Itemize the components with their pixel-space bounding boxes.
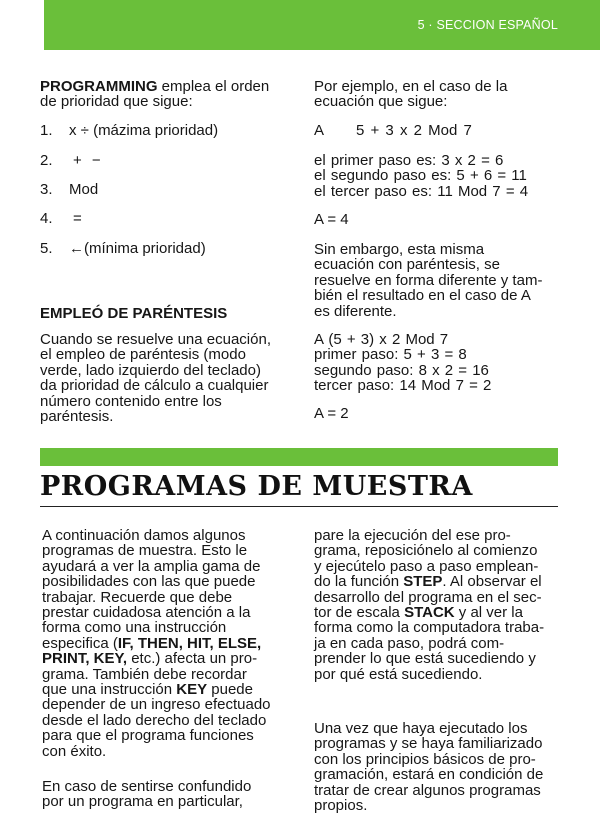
paren-steps: A (5 + 3) x 2 Mod 7 primer paso: 5 + 3 = 8 segundo paso: 8 x 2 = 16 tercer paso: 14 Mod 7 = 2 [314,331,492,395]
text-run: programas y se haya familiarizado [314,735,543,753]
priority-item-text: x ÷ (mázima prioridad) [69,122,219,139]
text-run: por qué está sucediendo. [314,665,483,683]
section-title: PROGRAMAS DE MUESTRA [40,471,473,502]
text-line [314,736,564,751]
text-run: ja en cada paso, podrá com- [314,634,505,652]
text-line [42,651,292,666]
text-line [314,605,564,620]
text-run: programas de muestra. Esto le [42,542,248,560]
section-rule [40,506,558,507]
text-run: que una instrucción [42,681,177,699]
text-line [314,620,564,635]
text-line [42,605,292,620]
text-line [42,713,292,728]
text-line [42,728,292,743]
text-run: En caso de sentirse confundido [42,778,252,795]
priority-item: 5. [40,240,53,257]
text-line [314,752,564,767]
text-run: desarrollo del programa en el sec- [314,588,542,606]
text-run: . Al observar el [442,573,542,591]
text-line [314,798,564,813]
text-line [314,528,564,543]
conclusion-paragraph [314,721,564,813]
programming-keyword: PROGRAMMING [40,78,158,95]
example-steps: el primer paso es: 3 x 2 = 6 el segundo paso es: 5 + 6 = 11 el tercer paso es: 11 Mod 7 = 4 [314,152,529,200]
text-line [314,767,564,782]
priority-item-text: = [73,210,82,227]
example-intro: Por ejemplo, en el caso de la ecuación que sigue: [314,78,508,111]
text-line [42,744,292,759]
text-line [314,543,564,558]
parentheses-paragraph: Cuando se resuelve una ecuación, el empleo de paréntesis (modo verde, lado izquierdo del teclado) da prioridad de cálculo a cualquier número contenido entre los paréntesis. [40,331,271,426]
section-bar [40,448,558,466]
text-run: Una vez que haya ejecutado los [314,720,528,737]
text-run: desde el lado derecho del teclado [42,711,267,729]
section-label: 5 · SECCION ESPAÑOL [417,18,558,32]
text-run: puede [207,681,253,699]
keyword: KEY [176,681,208,699]
equation: 5 + 3 x 2 Mod 7 [356,122,472,139]
text-line [314,783,564,798]
text-run: con los principios básicos de pro- [314,750,536,768]
text-line [42,794,292,809]
text-run: prender lo que está sucediendo y [314,650,536,668]
keyword: PRINT, KEY, [42,650,128,668]
text-line [314,721,564,736]
text-run: posibilidades con las que puede [42,573,256,591]
priority-item: 3. [40,181,53,198]
text-run: para que el programa funciones [42,727,254,745]
priority-item-text: ←(mínima prioridad) [69,240,206,257]
text-run: grama, reposiciónelo al comienzo [314,542,538,560]
text-run: pare la ejecución del ese pro- [314,527,511,544]
step-paragraph [314,528,564,682]
text-run: especifica ( [42,634,118,652]
text-run: forma como una instrucción [42,619,227,637]
text-run: con éxito. [42,742,107,760]
priority-item: 4. [40,210,53,227]
text-line [314,667,564,682]
result-one: A = 4 [314,211,349,228]
priority-item: 2. [40,152,53,169]
confused-paragraph [42,779,292,810]
text-line [314,590,564,605]
text-run: ayudará a ver la amplia gama de [42,557,261,575]
text-line [42,697,292,712]
text-run: forma como la computadora traba- [314,619,545,637]
priority-item: 1. [40,122,53,139]
keyword: IF, THEN, HIT, ELSE, [117,634,262,652]
priority-intro: PROGRAMMING emplea el orden de prioridad que sigue: [40,78,270,111]
paren-explanation: Sin embargo, esta misma ecuación con paréntesis, se resuelve en forma diferente y tam- bién el resultado en el caso de A es diferente. [314,241,543,320]
text-run: y al ver la [454,604,523,622]
text-line [42,574,292,589]
text-run: trabajar. Recuerde que debe [42,588,233,606]
text-line [42,620,292,635]
text-run: grama. También debe recordar [42,665,247,683]
text-line [42,682,292,697]
text-line [42,779,292,794]
text-line [42,590,292,605]
text-run: propios. [314,797,368,815]
parentheses-heading: EMPLEÓ DE PARÉNTESIS [40,305,228,322]
text-run: A continuación damos algunos [42,527,246,544]
text-line [42,543,292,558]
text-run: depender de un ingreso efectuado [42,696,271,714]
text-line [42,636,292,651]
text-line [314,574,564,589]
keyword: STACK [404,604,455,622]
text-line [42,528,292,543]
text-line [314,651,564,666]
text-run: por un programa en particular, [42,793,243,811]
text-line [314,559,564,574]
text-run: tratar de crear algunos programas [314,781,541,799]
samples-intro-paragraph [42,528,292,759]
text-run: etc.) afecta un pro- [127,650,258,668]
equation-label: A [314,122,325,139]
text-run: tor de escala [314,604,405,622]
text-line [314,636,564,651]
text-run: gramación, estará en condición de [314,766,544,784]
text-line [42,667,292,682]
text-run: do la función [314,573,404,591]
result-two: A = 2 [314,405,349,422]
text-run: prestar cuidadosa atención a la [42,604,251,622]
text-line [42,559,292,574]
keyword: STEP [403,573,443,591]
text-run: y ejecútelo paso a paso emplean- [314,557,539,575]
priority-item-text: + − [73,152,101,169]
priority-item-text: Mod [69,181,99,198]
